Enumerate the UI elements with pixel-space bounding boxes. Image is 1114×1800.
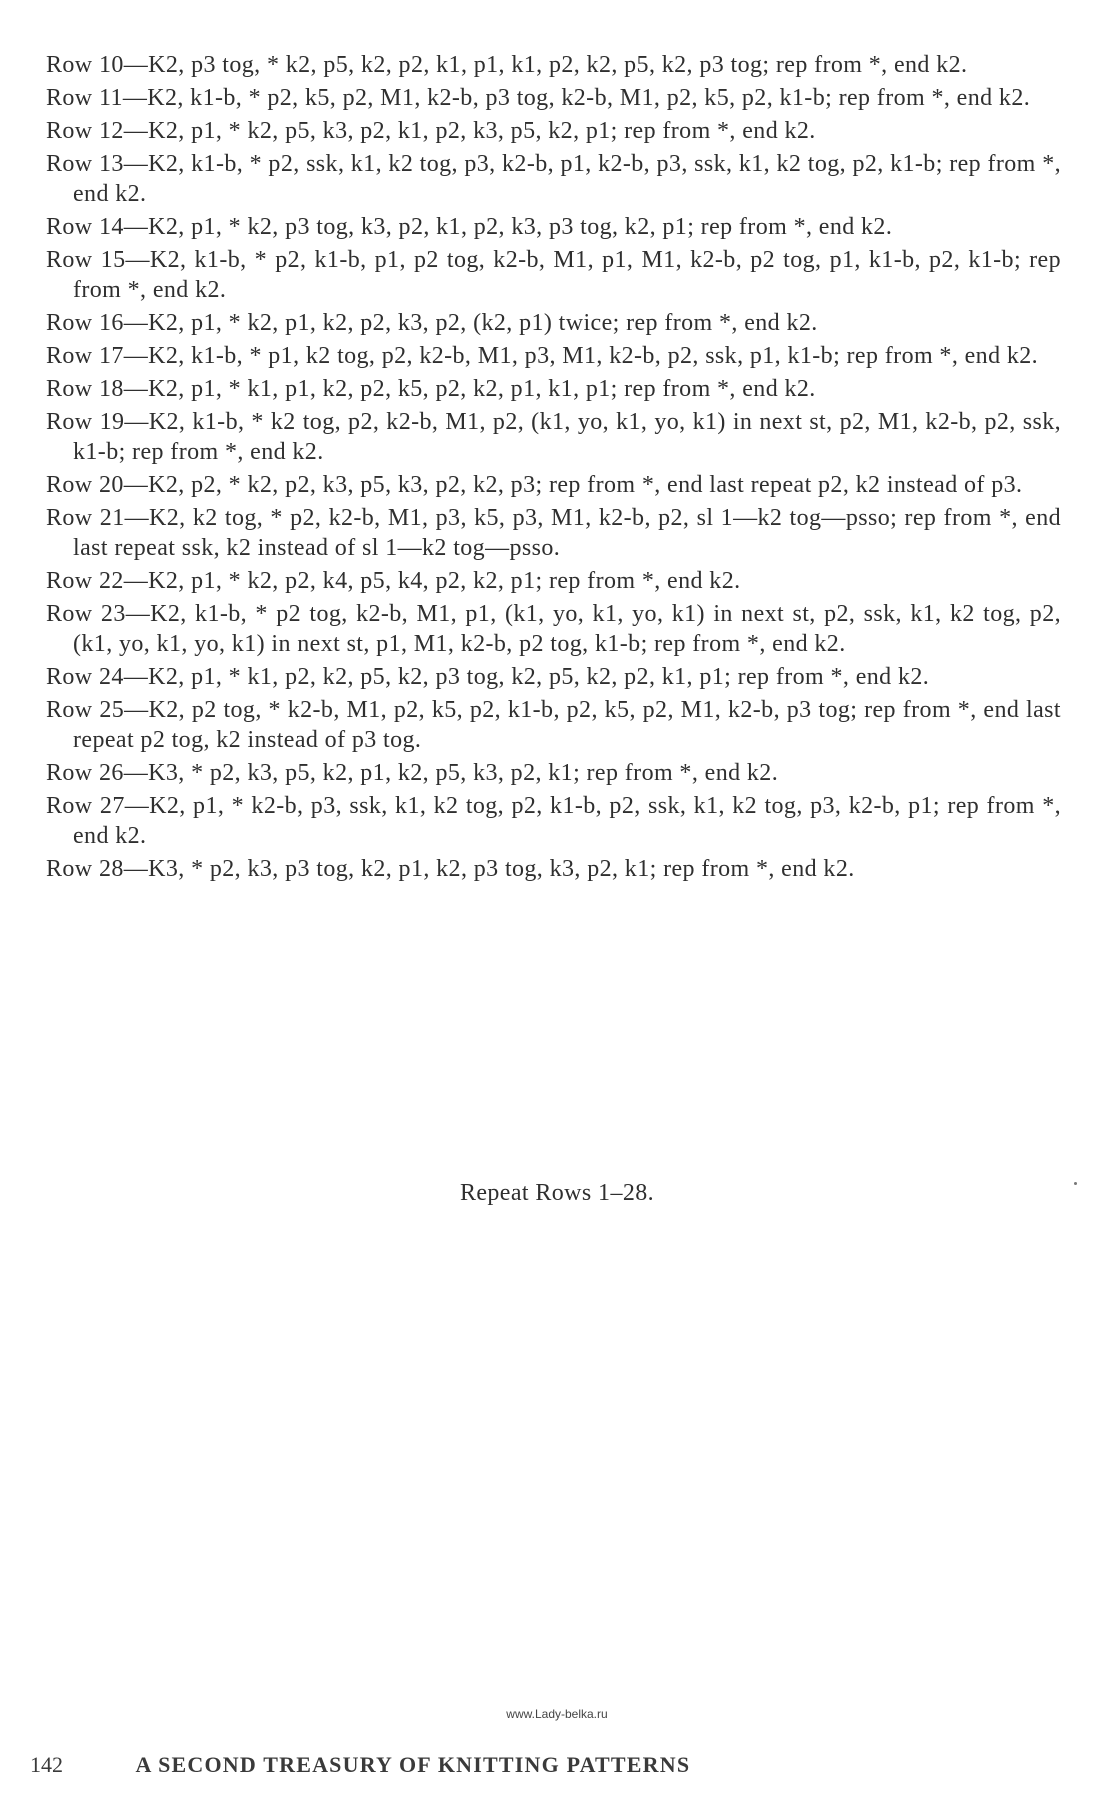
- pattern-row-17: Row 17—K2, k1-b, * p1, k2 tog, p2, k2-b, M1, p3, M1, k2-b, p2, ssk, p1, k1-b; rep from *, end k2.: [46, 343, 1039, 369]
- pattern-row-14: Row 14—K2, p1, * k2, p3 tog, k3, p2, k1, p2, k3, p3 tog, k2, p1; rep from *, end k2.: [46, 214, 893, 240]
- pattern-rows: [46, 50, 1061, 887]
- pattern-row-15: Row 15—K2, k1-b, * p2, k1-b, p1, p2 tog, k2-b, M1, p1, M1, k2-b, p2 tog, p1, k1-b, p2, k1-b; rep from *, end k2.: [46, 247, 1061, 303]
- repeat-note: Repeat Rows 1–28.: [459, 1180, 655, 1206]
- page-footer: [30, 1752, 690, 1778]
- pattern-row-25: Row 25—K2, p2 tog, * k2-b, M1, p2, k5, p2, k1-b, p2, k5, p2, M1, k2-b, p3 tog; rep from *, end last repeat p2 tog, k2 instead of p3 tog.: [46, 697, 1061, 753]
- pattern-row-16: Row 16—K2, p1, * k2, p1, k2, p2, k3, p2, (k2, p1) twice; rep from *, end k2.: [46, 310, 818, 336]
- page-number: 142: [30, 1752, 63, 1777]
- pattern-row-21: Row 21—K2, k2 tog, * p2, k2-b, M1, p3, k5, p3, M1, k2-b, p2, sl 1—k2 tog—psso; rep from *, end last repeat ssk, k2 instead of sl 1—k2 tog—psso.: [46, 505, 1061, 561]
- pattern-row-19: Row 19—K2, k1-b, * k2 tog, p2, k2-b, M1, p2, (k1, yo, k1, yo, k1) in next st, p2, M1, k2-b, p2, ssk, k1-b; rep from *, end k2.: [46, 409, 1061, 465]
- pattern-row-27: Row 27—K2, p1, * k2-b, p3, ssk, k1, k2 tog, p2, k1-b, p2, ssk, k1, k2 tog, p3, k2-b, p1; rep from *, end k2.: [46, 793, 1061, 849]
- book-title: A SECOND TREASURY OF KNITTING PATTERNS: [135, 1752, 691, 1777]
- pattern-row-26: Row 26—K3, * p2, k3, p5, k2, p1, k2, p5, k3, p2, k1; rep from *, end k2.: [46, 760, 779, 786]
- pattern-row-22: Row 22—K2, p1, * k2, p2, k4, p5, k4, p2, k2, p1; rep from *, end k2.: [46, 568, 741, 594]
- print-speck: [1074, 1182, 1077, 1185]
- pattern-row-28: Row 28—K3, * p2, k3, p3 tog, k2, p1, k2, p3 tog, k3, p2, k1; rep from *, end k2.: [46, 856, 855, 882]
- pattern-row-10: Row 10—K2, p3 tog, * k2, p5, k2, p2, k1, p1, k1, p2, k2, p5, k2, p3 tog; rep from *, end k2.: [46, 52, 968, 78]
- pattern-row-20: Row 20—K2, p2, * k2, p2, k3, p5, k3, p2, k2, p3; rep from *, end last repeat p2, k2 instead of p3.: [46, 472, 1023, 498]
- watermark-url: www.Lady-belka.ru: [506, 1707, 608, 1721]
- pattern-row-11: Row 11—K2, k1-b, * p2, k5, p2, M1, k2-b, p3 tog, k2-b, M1, p2, k5, p2, k1-b; rep from *, end k2.: [46, 85, 1031, 111]
- pattern-row-12: Row 12—K2, p1, * k2, p5, k3, p2, k1, p2, k3, p5, k2, p1; rep from *, end k2.: [46, 118, 816, 144]
- pattern-row-23: Row 23—K2, k1-b, * p2 tog, k2-b, M1, p1, (k1, yo, k1, yo, k1) in next st, p2, ssk, k1, k2 tog, p2, (k1, yo, k1, yo, k1) in next st, p1, M1, k2-b, p2 tog, k1-b; rep from *, end k2.: [46, 601, 1061, 657]
- pattern-row-24: Row 24—K2, p1, * k1, p2, k2, p5, k2, p3 tog, k2, p5, k2, p2, k1, p1; rep from *, end k2.: [46, 664, 930, 690]
- pattern-row-18: Row 18—K2, p1, * k1, p1, k2, p2, k5, p2, k2, p1, k1, p1; rep from *, end k2.: [46, 376, 816, 402]
- pattern-row-13: Row 13—K2, k1-b, * p2, ssk, k1, k2 tog, p3, k2-b, p1, k2-b, p3, ssk, k1, k2 tog, p2, k1-b; rep from *, end k2.: [46, 151, 1061, 207]
